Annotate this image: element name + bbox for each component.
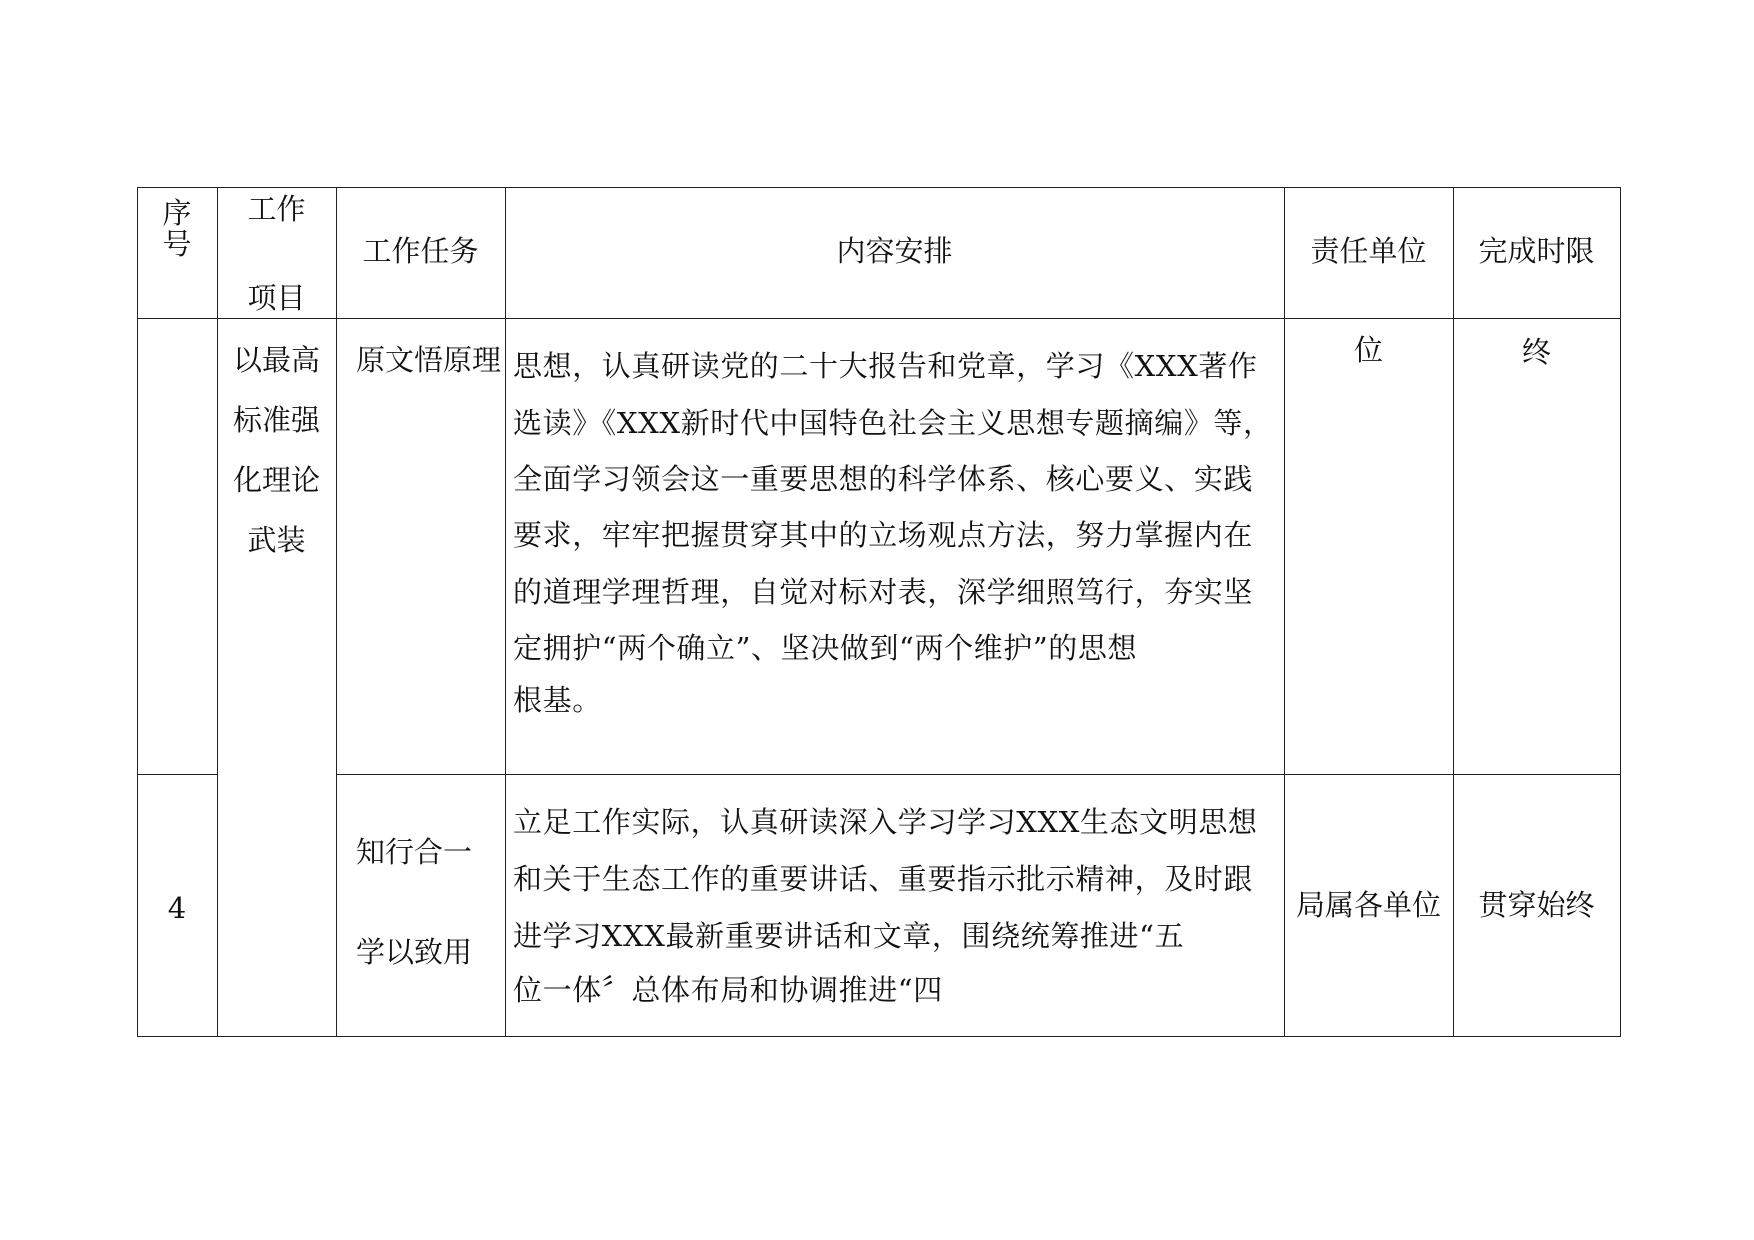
header-task: 工作任务 — [362, 234, 479, 268]
table-border-right — [1620, 187, 1621, 1037]
col-divider-3 — [505, 187, 506, 1037]
unit-cell: 位 — [1353, 333, 1383, 367]
project-line: 化理论 — [232, 463, 320, 497]
content-line: 定拥护“两个确立”、坚决做到“两个维护”的思想 — [513, 631, 1138, 665]
content-line: 根基。 — [513, 683, 602, 717]
project-line: 武装 — [247, 523, 306, 557]
header-unit: 责任单位 — [1310, 234, 1427, 268]
seq-cell: 4 — [167, 891, 187, 925]
content-line: 立足工作实际，认真研读深入学习学习XXX生态文明思想 — [513, 805, 1258, 839]
table-border-top — [137, 187, 1621, 188]
table-border-bottom — [137, 1036, 1621, 1037]
row-divider-main — [336, 774, 1621, 775]
header-seq-line2: 号 — [162, 227, 192, 261]
header-project-line2: 项目 — [247, 281, 306, 315]
content-line: 选读》《XXX新时代中国特色社会主义思想专题摘编》等， — [513, 406, 1273, 440]
project-line: 以最高 — [232, 343, 320, 377]
task-cell-line2: 学以致用 — [356, 935, 473, 969]
content-line: 和关于生态工作的重要讲话、重要指示批示精神，及时跟 — [513, 862, 1254, 896]
task-cell-line1: 知行合一 — [356, 835, 473, 869]
col-divider-2 — [336, 187, 337, 1037]
header-deadline: 完成时限 — [1478, 234, 1595, 268]
content-line: 全面学习领会这一重要思想的科学体系、核心要义、实践 — [513, 462, 1254, 496]
header-seq-line1: 序 — [162, 196, 192, 230]
task-cell: 原文悟原理 — [356, 343, 502, 377]
project-line: 标准强 — [232, 403, 320, 437]
content-line: 位一体〞总体布局和协调推进“四 — [513, 973, 943, 1007]
header-content: 内容安排 — [836, 234, 953, 268]
deadline-cell: 贯穿始终 — [1478, 888, 1595, 922]
unit-cell: 局属各单位 — [1295, 888, 1441, 922]
row-divider-seq — [137, 774, 217, 775]
content-line: 思想，认真研读党的二十大报告和党章，学习《XXX著作 — [513, 349, 1258, 383]
content-line: 进学习XXX最新重要讲话和文章，围绕统筹推进“五 — [513, 919, 1185, 953]
header-project-line1: 工作 — [247, 192, 306, 226]
header-row-divider — [137, 318, 1621, 319]
col-divider-1 — [217, 187, 218, 1037]
content-line: 的道理学理哲理，自觉对标对表，深学细照笃行，夯实坚 — [513, 575, 1254, 609]
deadline-cell: 终 — [1521, 335, 1551, 369]
content-line: 要求，牢牢把握贯穿其中的立场观点方法，努力掌握内在 — [513, 518, 1254, 552]
